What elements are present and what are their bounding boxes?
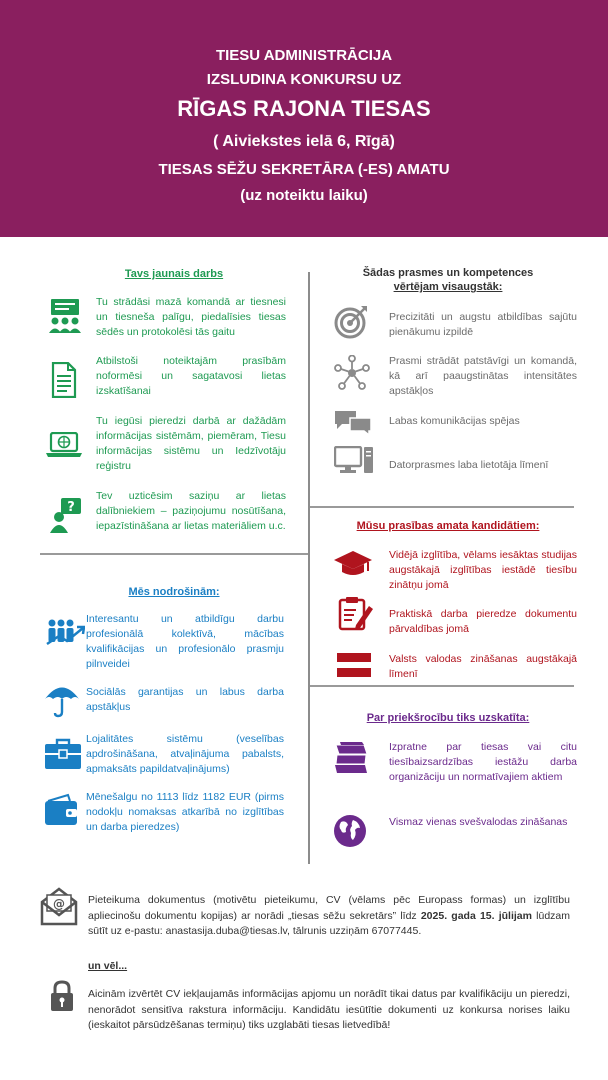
header-banner [0, 0, 608, 237]
job-section-title: Tavs jaunais darbs [124, 268, 224, 280]
term-note: (uz noteiktu laiku) [240, 187, 368, 204]
skills-section-title-line-1: Šādas prasmes un kompetences [362, 267, 534, 279]
meeting-icon [47, 298, 83, 334]
court-address: ( Aiviekstes ielā 6, Rīgā) [213, 133, 395, 150]
email-envelope-icon [40, 886, 78, 926]
header-line-2: IZSLUDINA KONKURSU UZ [206, 71, 402, 88]
offer-item-3: Lojalitātes sistēmu (veselības apdrošināšana, atvaļinājuma pabalsts, apmaksāts papildatvaļinājums) [86, 733, 284, 775]
advantage-item-1: Izpratne par tiesas vai citu tiesībaizsardzības iestāžu darba organizāciju un normatīvajiem aktiem [389, 741, 577, 783]
briefcase-icon [44, 738, 82, 770]
requirements-section-title: Mūsu prasības amata kandidātiem: [356, 520, 540, 532]
right-divider-2 [310, 685, 574, 687]
laptop-globe-icon [45, 432, 83, 458]
skill-item-2: Prasmi strādāt patstāvīgi un komandā, kā arī paaugstinātas intensitātes apstākļos [389, 355, 577, 397]
requirement-item-1: Vidējā izglītība, vēlams iesāktas studijas augstākajā izglītības iestādē tiesību zinātņu jomā [389, 549, 577, 591]
application-text-end: lūdzam sūtīt uz e-pastu: anastasija.duba@tiesas.lv, tālrunis uzziņām 67077445. [88, 909, 571, 937]
target-icon [334, 303, 370, 339]
books-icon [332, 740, 370, 774]
requirement-item-3: Valsts valodas zināšanas augstākajā līmenī [389, 653, 577, 680]
left-divider [40, 553, 308, 555]
court-name: RĪGAS RAJONA TIESAS [177, 96, 431, 121]
lock-icon [50, 980, 74, 1012]
privacy-notice: Aicinām izvērtēt CV iekļaujamās informācijas apjomu un norādīt tikai datus par kvalifikāciju un pieredzi, nenorādot sensitīva rakstura informāciju. Kandidātu iesūtītie dokumenti uz konkursa norises laiku (ieskaitot pārsūdzēšanas termiņu) tiks uzglabāti tiesas lietvedībā! [88, 988, 570, 1031]
application-deadline: 2025. gada 15. jūlijam [420, 909, 532, 922]
advantage-section-title: Par priekšrocību tiks uzskatīta: [366, 712, 530, 724]
requirement-item-2: Praktiskā darba pieredze dokumentu pārvaldības jomā [389, 608, 577, 635]
skill-item-1: Precizitāti un augstu atbildības sajūtu pienākumu izpildē [389, 311, 577, 338]
offer-item-1: Interesantu un atbildīgu darbu profesionālā kolektīvā, mācības kvalifikācijas un profesionālo prasmju pilnveidei [86, 613, 284, 670]
question-person-icon [49, 497, 83, 533]
wallet-icon [44, 793, 78, 827]
position-title: TIESAS SĒŽU SEKRETĀRA (-ES) AMATU [158, 161, 450, 178]
team-icon [45, 618, 85, 648]
job-item-3: Tu iegūsi pieredzi darbā ar dažādām informācijas sistēmām, piemēram, Tiesu informācijas sistēmu un Iedzīvotāju reģistru [96, 415, 286, 472]
svg-text:?: ? [67, 500, 75, 515]
job-item-4: Tev uzticēsim saziņu ar lietas dalībniekiem – paziņojumu nosūtīšana, iepazīstināšana ar lietas materiāliem u.c. [96, 490, 286, 532]
offer-item-2: Sociālās garantijas un labus darba apstākļus [86, 686, 284, 713]
flag-icon [337, 653, 371, 677]
globe-icon [333, 814, 367, 848]
header-line-1: TIESU ADMINISTRĀCIJA [215, 47, 393, 64]
umbrella-icon [44, 682, 80, 718]
right-divider-1 [310, 506, 574, 508]
skills-section-title-line-2: vērtējam visaugstāk: [393, 281, 503, 293]
computer-icon [334, 446, 374, 474]
offer-item-4: Mēnešalgu no 1113 līdz 1182 EUR (pirms nodokļu nomaksas atkarībā no izglītības un darba pieredzes) [86, 791, 284, 833]
clipboard-pen-icon [338, 595, 374, 631]
network-icon [334, 355, 370, 391]
more-info-title: un vēl... [88, 960, 128, 972]
job-item-2: Atbilstoši noteiktajām prasībām noformēsi un sagatavosi lietas izskatīšanai [96, 355, 286, 397]
center-divider [308, 272, 310, 864]
svg-text:@: @ [53, 897, 65, 911]
application-instructions [88, 893, 570, 940]
job-item-1: Tu strādāsi mazā komandā ar tiesnesi un tiesneša palīgu, piedalīsies tiesas sēdēs un protokolēsi tās gaitu [96, 296, 286, 338]
advantage-item-2: Vismaz vienas svešvalodas zināšanas [389, 816, 568, 828]
graduation-cap-icon [333, 549, 373, 577]
skill-item-4: Datorprasmes laba lietotāja līmenī [389, 459, 549, 471]
document-icon [51, 362, 77, 398]
chat-icon [334, 410, 372, 436]
offer-section-title: Mēs nodrošinām: [128, 586, 220, 598]
skill-item-3: Labas komunikācijas spējas [389, 415, 520, 427]
application-text-start: Pieteikuma dokumentus (motivētu pieteikumu, CV (vēlams pēc Europass formas) un izglītību apliecinošu dokumentu kopijas) ar norādi „tiesas sēžu sekretārs” līdz [88, 894, 570, 922]
